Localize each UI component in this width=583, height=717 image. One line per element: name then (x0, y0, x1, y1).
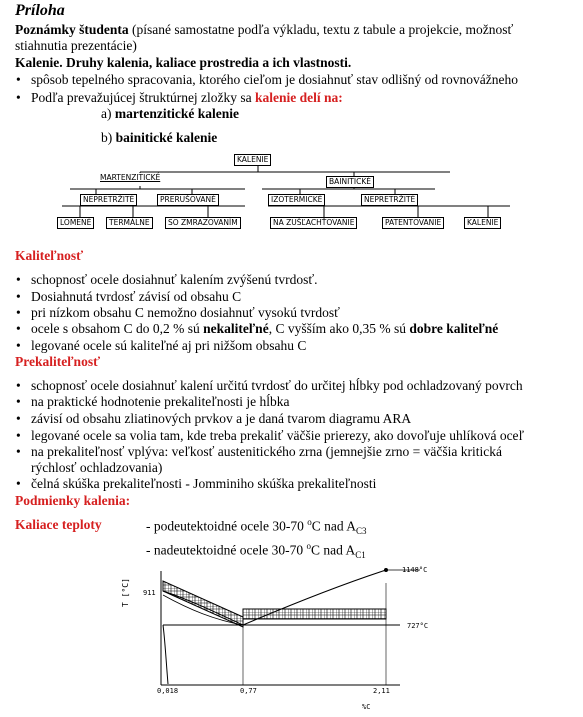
tree-node-nepretrzite-1: NEPRETRŽITÉ (80, 194, 137, 206)
intro-line-2: stiahnutia prezentácie) (15, 38, 137, 53)
ac-subscript: C3 (355, 526, 367, 537)
temp-1148-label: 1148°C (402, 566, 428, 574)
bullet-icon: • (16, 338, 21, 353)
bullet-text-bold: dobre kaliteľné (409, 321, 499, 336)
tree-node-kalenie-leaf: KALENIE (464, 217, 501, 229)
bullet-text: závisí od obsahu zliatinových prvkov a je daná tvarom diagramu ARA (31, 411, 412, 426)
line-solvus (163, 625, 168, 684)
bullet-icon: • (16, 444, 21, 459)
bullet-text: čelná skúška prekaliteľnosti - Jomminiho skúška prekaliteľnosti (31, 476, 377, 491)
intro-text-1: (písané samostatne podľa výkladu, textu z tabule a projekcie, možnosť (128, 22, 514, 37)
bullet-icon: • (16, 72, 21, 87)
x-tick-211: 2,11 (373, 687, 390, 695)
ac-subscript: C1 (355, 550, 366, 561)
x-tick-077: 0,77 (240, 687, 257, 695)
degree-sup: o (306, 541, 311, 551)
bullet-text: Dosiahnutá tvrdosť závisí od obsahu C (31, 289, 242, 304)
type-b-prefix: b) (101, 130, 116, 145)
tree-node-na-zuslachtovanie: NA ZUŠĽACHŤOVANIE (270, 217, 357, 229)
type-a-prefix: a) (101, 106, 115, 121)
bullet-text-highlight: kalenie delí na: (255, 90, 343, 105)
tree-node-kalenie: KALENIE (234, 154, 271, 166)
type-a-label: martenzitické kalenie (114, 106, 239, 121)
y-tick-911: 911 (143, 589, 156, 597)
kaliace-teploty-label: Kaliace teploty (15, 517, 102, 532)
bullet-icon: • (16, 394, 21, 409)
bullet-icon: • (16, 289, 21, 304)
teploty-text: - podeutektoidné ocele 30-70 (146, 518, 308, 534)
tree-node-bainiticke: BAINITICKÉ (326, 176, 374, 188)
bullet-text-bold: nekaliteľné (203, 321, 269, 336)
type-b-label: bainitické kalenie (115, 130, 218, 145)
teploty-text: - nadeutektoidné ocele 30-70 (146, 542, 307, 558)
tree-node-prerusovane: PRERUŠOVANÉ (157, 194, 219, 206)
heading-kalenie: Kalenie. Druhy kalenia, kaliace prostredia a ich vlastnosti. (15, 55, 352, 70)
bullet-icon: • (16, 378, 21, 393)
bullet-text: na prekaliteľnosť vplýva: veľkosť austenitického zrna (jemnejšie zrno = väčšia kritická (31, 444, 502, 459)
heading-prekalitelnost: Prekaliteľnosť (15, 354, 101, 369)
hatched-band-hyper (243, 609, 386, 619)
bullet-icon: • (16, 476, 21, 491)
bullet-icon: • (16, 428, 21, 443)
page-title: Príloha (15, 2, 65, 19)
bullet-text: spôsob tepelného spracovania, ktorého cieľom je dosiahnuť stav odlišný od rovnovážneho (31, 72, 519, 87)
bullet-text: na praktické hodnotenie prekaliteľnosti je hĺbka (31, 394, 290, 409)
bullet-text: pri nízkom obsahu C nemožno dosiahnuť vysokú tvrdosť (31, 305, 340, 320)
tree-node-nepretrzite-2: NEPRETRŽITÉ (361, 194, 418, 206)
bullet-icon: • (16, 411, 21, 426)
bullet-text-part: , C vyšším ako 0,35 % sú (268, 321, 410, 336)
bullet-icon: • (16, 321, 21, 336)
bullet-icon: • (16, 90, 21, 105)
tree-node-so-zmrazovanim: SO ZMRAZOVANÍM (165, 217, 241, 229)
bullet-text: schopnosť ocele dosiahnuť kalení určitú tvrdosť do určitej hĺbky pod ochladzovaný povrch (31, 378, 523, 393)
x-tick-0018: 0,018 (157, 687, 179, 695)
y-axis-label: T [°C] (121, 578, 130, 607)
bullet-text: legované ocele sa volia tam, kde treba prekaliť väčšie prierezy, ako dovoľuje uhlíková oceľ (31, 428, 525, 443)
bullet-icon: • (16, 305, 21, 320)
intro-label: Poznámky študenta (15, 22, 129, 37)
tree-node-patentovanie: PATENTOVANIE (382, 217, 444, 229)
prekalitelnost-bullet-5-cont: rýchlosť ochladzovania) (31, 460, 163, 475)
degree-sup: o (307, 517, 312, 527)
teploty-text: C nad A (310, 542, 356, 558)
tree-node-termalne: TERMÁLNE (106, 217, 153, 229)
tree-node-izotermicke: IZOTERMICKÉ (268, 194, 325, 206)
tree-node-martenziticke: MARTENZITICKÉ (100, 173, 161, 182)
bullet-icon: • (16, 272, 21, 287)
heading-podmienky: Podmienky kalenia: (15, 493, 131, 508)
bullet-text-prefix: Podľa prevažujúcej štruktúrnej zložky sa (31, 90, 256, 105)
x-axis-label: %C (362, 703, 371, 711)
point-1148 (385, 569, 388, 572)
bullet-text: legované ocele sú kaliteľné aj pri nižšom obsahu C (31, 338, 307, 353)
bullet-text-part: ocele s obsahom C do 0,2 % sú (31, 321, 204, 336)
bullet-text: schopnosť ocele dosiahnuť kalením zvýšenú tvrdosť. (31, 272, 318, 287)
heading-kalitelnost: Kaliteľnosť (15, 248, 84, 263)
temp-727-label: 727°C (407, 622, 429, 630)
hatched-band-hypo (163, 581, 243, 627)
teploty-text: C nad A (311, 518, 356, 534)
tree-node-lomene: LOMENÉ (57, 217, 94, 229)
